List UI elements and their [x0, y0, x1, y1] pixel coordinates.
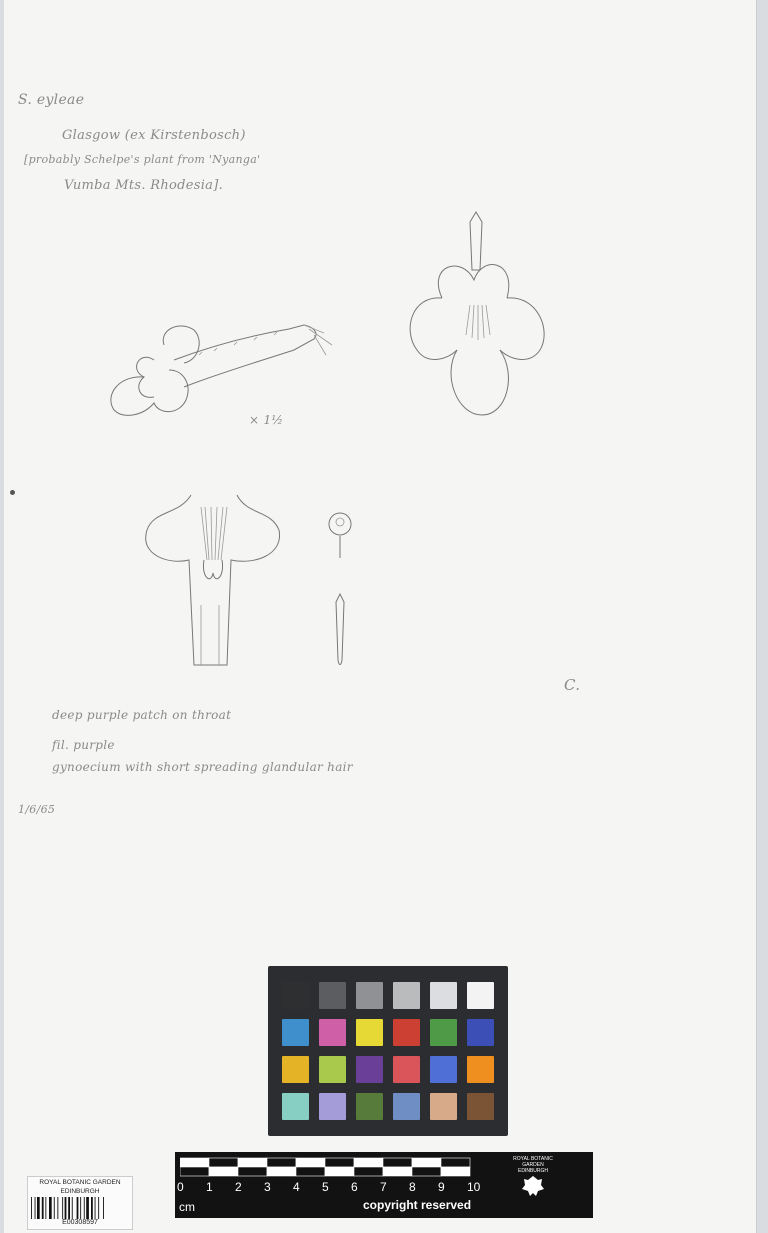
scale-number: 1	[206, 1180, 213, 1194]
barcode-bar	[65, 1197, 67, 1219]
note-line-3: gynoecium with short spreading glandular hair	[52, 760, 353, 774]
ruler-segment	[354, 1158, 383, 1167]
ruler-segment	[383, 1167, 412, 1176]
gynoecium-drawing	[322, 510, 362, 670]
dissected-corolla-drawing	[139, 485, 289, 675]
color-patch	[319, 1056, 346, 1083]
scale-ruler	[180, 1157, 480, 1177]
barcode-bar	[49, 1197, 52, 1219]
color-patch	[282, 982, 309, 1009]
provenance-line-2: [probably Schelpe's plant from 'Nyanga'	[24, 153, 261, 166]
provenance-line-1: Glasgow (ex Kirstenbosch)	[62, 128, 246, 143]
barcode-bar	[95, 1197, 96, 1219]
scale-number: 4	[293, 1180, 300, 1194]
scale-number: 8	[409, 1180, 416, 1194]
color-patch	[356, 982, 383, 1009]
scale-number: 7	[380, 1180, 387, 1194]
scale-number: 3	[264, 1180, 271, 1194]
scale-number: 10	[467, 1180, 481, 1194]
barcode-bar	[35, 1197, 36, 1219]
scale-unit: cm	[179, 1200, 195, 1214]
color-patch	[430, 1056, 457, 1083]
rbge-logo	[513, 1156, 553, 1200]
ruler-segment	[354, 1167, 383, 1176]
flower-front-view-drawing	[402, 210, 557, 425]
color-patch	[467, 982, 494, 1009]
barcode-bar	[91, 1197, 93, 1219]
color-patch	[282, 1093, 309, 1120]
ruler-segment	[441, 1167, 470, 1176]
scale-number: 5	[322, 1180, 329, 1194]
barcode-bar	[42, 1197, 44, 1219]
note-line-1: deep purple patch on throat	[52, 708, 232, 722]
magnification-label: × 1½	[249, 413, 284, 427]
color-patch	[319, 1093, 346, 1120]
ruler-segment	[325, 1167, 354, 1176]
ruler-segment	[296, 1167, 325, 1176]
ruler-segment	[267, 1167, 296, 1176]
barcode-bar	[84, 1197, 85, 1219]
color-patch	[356, 1093, 383, 1120]
crest-icon	[520, 1174, 546, 1198]
barcode-bar	[57, 1197, 58, 1219]
color-patch	[282, 1056, 309, 1083]
ruler-segment	[441, 1158, 470, 1167]
ruler-segment	[412, 1167, 441, 1176]
rbge-logo-text: ROYAL BOTANIC GARDEN EDINBURGH	[513, 1156, 553, 1174]
barcode-bar	[62, 1197, 63, 1219]
ruler-segment	[267, 1158, 296, 1167]
ruler-segment	[412, 1158, 441, 1167]
label-institution-1: ROYAL BOTANIC GARDEN	[39, 1179, 121, 1186]
species-note: S. eyleae	[18, 92, 85, 108]
barcode-image	[31, 1197, 129, 1219]
color-patch	[319, 982, 346, 1009]
copyright-text: copyright reserved	[363, 1198, 472, 1212]
provenance-line-3: Vumba Mts. Rhodesia].	[64, 178, 224, 193]
pin-mark	[10, 490, 15, 495]
color-patch	[356, 1019, 383, 1046]
ruler-segment	[296, 1158, 325, 1167]
barcode-bar	[54, 1197, 55, 1219]
barcode-bar	[31, 1197, 32, 1219]
barcode-bar	[37, 1197, 40, 1219]
note-line-2: fil. purple	[52, 738, 115, 752]
color-patch	[430, 1093, 457, 1120]
barcode-bar	[98, 1197, 99, 1219]
color-patch	[467, 1093, 494, 1120]
scale-number: 0	[177, 1180, 184, 1194]
barcode-number: E00308597	[62, 1219, 98, 1226]
color-patch	[393, 1093, 420, 1120]
color-patch	[282, 1019, 309, 1046]
ruler-segment	[383, 1158, 412, 1167]
ruler-segment	[209, 1158, 238, 1167]
barcode-label	[27, 1176, 133, 1230]
scale-number: 2	[235, 1180, 242, 1194]
barcode-bar	[103, 1197, 104, 1219]
color-patch	[430, 982, 457, 1009]
ruler-segment	[180, 1167, 209, 1176]
date-note: 1/6/65	[18, 803, 56, 816]
barcode-bar	[86, 1197, 89, 1219]
scale-bar	[175, 1152, 593, 1218]
barcode-bar	[68, 1197, 70, 1219]
color-patch	[430, 1019, 457, 1046]
initial-mark: C.	[564, 676, 581, 694]
barcode-bar	[72, 1197, 73, 1219]
color-patch	[319, 1019, 346, 1046]
label-institution-2: EDINBURGH	[60, 1188, 100, 1195]
color-patch	[467, 1056, 494, 1083]
ruler-segment	[238, 1167, 267, 1176]
scale-number: 6	[351, 1180, 358, 1194]
color-patch	[393, 1019, 420, 1046]
flower-side-view-drawing	[104, 315, 344, 425]
barcode-bar	[80, 1197, 81, 1219]
barcode-bar	[77, 1197, 79, 1219]
ruler-segment	[209, 1167, 238, 1176]
scale-number: 9	[438, 1180, 445, 1194]
ruler-segment	[238, 1158, 267, 1167]
color-patch	[467, 1019, 494, 1046]
color-checker-card	[268, 966, 508, 1136]
ruler-segment	[180, 1158, 209, 1167]
barcode-bar	[45, 1197, 46, 1219]
color-patch	[393, 1056, 420, 1083]
ruler-segment	[325, 1158, 354, 1167]
color-patch	[356, 1056, 383, 1083]
color-patch	[393, 982, 420, 1009]
